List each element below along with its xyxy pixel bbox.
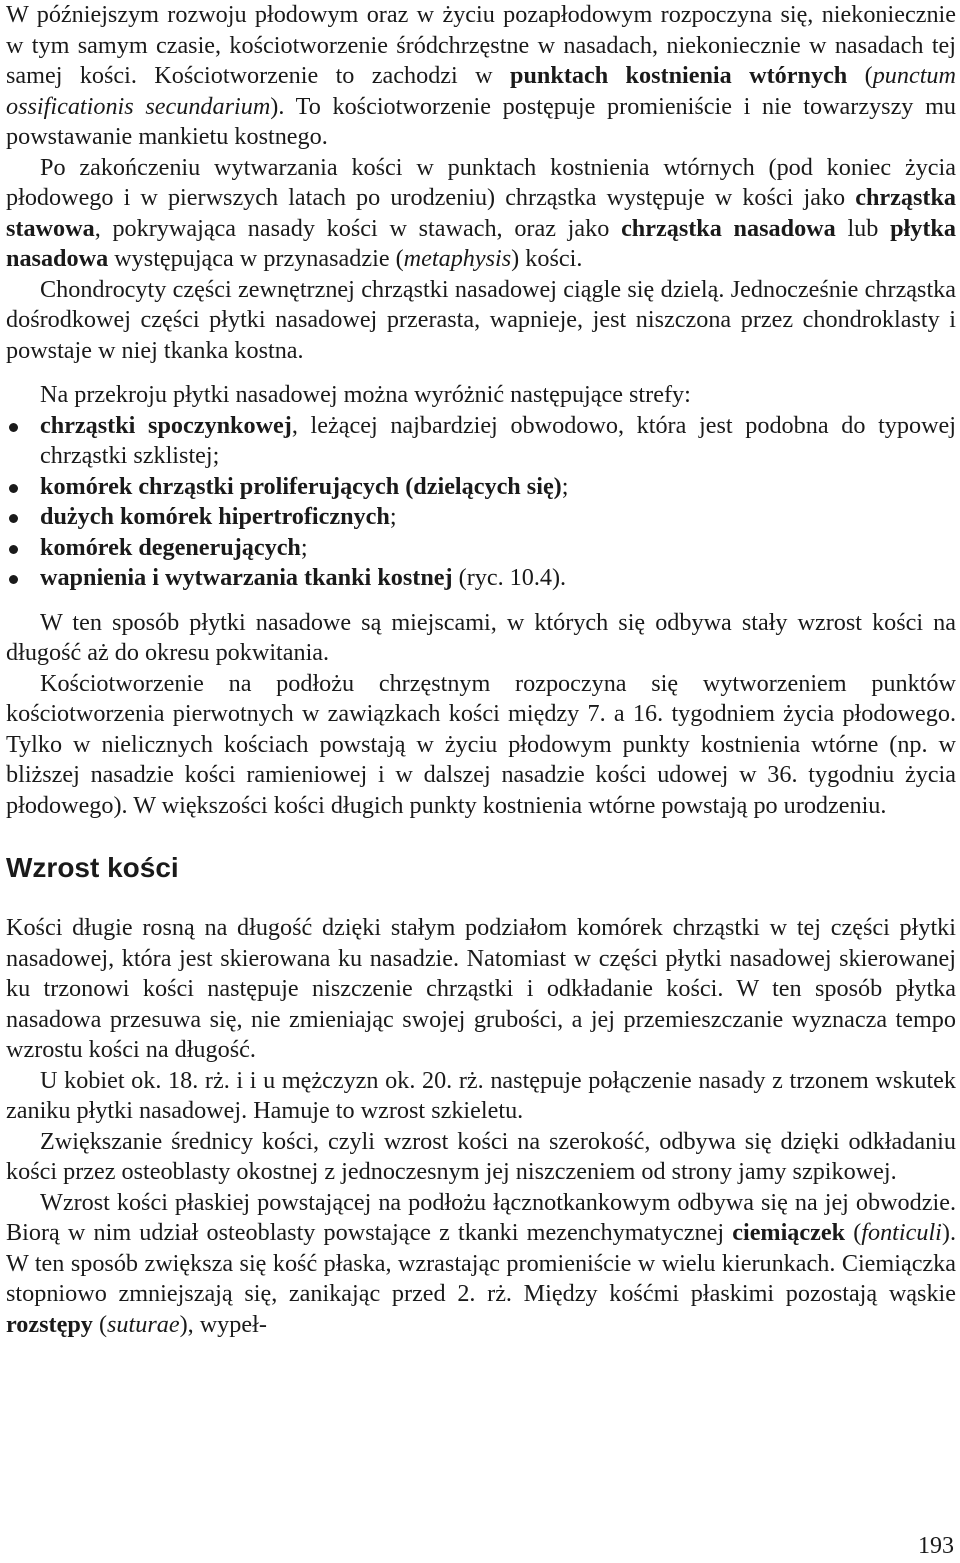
text-run: ( <box>847 62 873 89</box>
term-bold: komórek chrząstki proliferujących (dzielących się) <box>40 472 562 500</box>
term-bold: ciemiączek <box>732 1219 846 1246</box>
term-latin: punctum ossificationis secundarium <box>6 62 956 120</box>
term-latin: fonticuli <box>861 1219 942 1246</box>
text-run: Po zakończeniu wytwarzania kości w punktach kostnienia wtórnych (pod koniec życia płodowego i w pierwszych latach po urodzeniu) chrząstka występuje w kości jako <box>6 153 956 211</box>
paragraph-ossification-timing: Kościotworzenie na podłożu chrzęstnym rozpoczyna się wytworzeniem punktów kościotworzenia pierwotnych w zawiązkach kości między 7. a 16. tygodniem życia płodowego. Tylko w nielicznych kościach powstają w życiu płodowym punkty kostnienia wtórne (np. w bliższej nasadzie kości ramieniowej i w dalszej nasadzie kości udowej w 36. tygodniu życia płodowego). W większości kości długich punkty kostnienia wtórne powstają po urodzeniu. <box>6 669 956 819</box>
paragraph-zones-intro: Na przekroju płytki nasadowej można wyróżnić następujące strefy: <box>40 381 691 408</box>
text-run: ( <box>845 1219 862 1246</box>
text-run: ). W ten sposób zwiększa się kość płaska, wzrastając promieniście w wielu kierunkach. Ciemiączka stopniowo zmniejszają się, zanikając przed 2. rż. Między kośćmi płaskimi pozostają wąskie <box>6 1219 956 1307</box>
term-bold: płytka nasadowa <box>6 214 956 272</box>
text-run: ; <box>561 472 569 500</box>
text-run: ; <box>389 503 397 530</box>
text-run: ). To kościotworzenie postępuje promieniście i nie towarzyszy mu powstawanie mankietu kostnego. <box>6 92 956 150</box>
text-run: Wzrost kości płaskiej powstającej na podłożu łącznotkankowym odbywa się na jej obwodzie. Biorą w nim udział osteoblasty powstające z tkanki mezenchymatycznej <box>6 1188 956 1246</box>
text-run: lub <box>835 214 891 242</box>
paragraph-flat-bone-growth <box>6 1188 956 1341</box>
term-bold: dużych komórek hipertroficznych <box>40 503 390 530</box>
text-run: ) kości. <box>511 245 583 272</box>
term-bold: chrząstki spoczynkowej <box>40 411 292 439</box>
text-run: ), wypeł- <box>179 1310 267 1338</box>
term-bold: komórek degenerujących <box>40 533 301 561</box>
term-bold: rozstępy <box>6 1310 93 1338</box>
text-run: ( <box>92 1310 107 1338</box>
body-text <box>6 0 956 1340</box>
text-run: ; <box>300 533 308 561</box>
text-run: W późniejszym rozwoju płodowym oraz w życiu pozapłodowym rozpoczyna się, niekoniecznie w tym samym czasie, kościotworzenie śródchrzęstne w nasadach, niekoniecznie w nasadach tej samej kości. Kościotworzenie to zachodzi w <box>6 1 956 89</box>
page-number: 193 <box>918 1533 954 1559</box>
term-latin: metaphysis <box>403 245 512 272</box>
list-item <box>6 563 956 594</box>
paragraph-cartilage-types <box>6 153 956 275</box>
text-run: , leżącej najbardziej obwodowo, która jest podobna do typowej chrząstki szklistej; <box>40 411 957 469</box>
list-item <box>6 502 956 533</box>
term-bold: punktach kostnienia wtórnych <box>510 62 848 89</box>
paragraph-secondary-ossification <box>6 0 956 153</box>
zones-list <box>6 411 956 594</box>
section-heading: Wzrost kości <box>6 852 179 883</box>
paragraph-growth-end: U kobiet ok. 18. rż. i i u mężczyzn ok. 20. rż. następuje połączenie nasady z trzonem wskutek zaniku płytki nasadowej. Hamuje to wzrost szkieletu. <box>6 1066 956 1124</box>
term-bold: chrząstka nasadowa <box>621 214 836 242</box>
list-item <box>6 533 956 564</box>
paragraph-long-bone-growth: Kości długie rosną na długość dzięki stałym podziałom komórek chrząstki w tej części płytki nasadowej, która jest skierowana ku nasadzie. Natomiast w części płytki nasadowej skierowanej ku trzonowi kości następuje niszczenie chrząstki i odkładanie kości. W ten sposób płytka nasadowa przesuwa się, nie zmieniając swojej grubości, a jej przemieszczanie wyznacza tempo wzrostu kości na długość. <box>6 914 956 1063</box>
term-bold: chrząstka stawowa <box>6 184 956 242</box>
term-bold: wapnienia i wytwarzania tkanki kostnej <box>40 564 453 591</box>
list-item <box>6 472 956 503</box>
text-run: (ryc. 10.4). <box>452 564 567 591</box>
text-run: występująca w przynasadzie ( <box>108 245 404 272</box>
paragraph-width-growth: Zwiększanie średnicy kości, czyli wzrost kości na szerokość, odbywa się dzięki odkładaniu kości przez osteoblasty okostnej z jednoczesnym jej niszczeniem od strony jamy szpikowej. <box>6 1127 956 1185</box>
paragraph-growth-plates: W ten sposób płytki nasadowe są miejscami, w których się odbywa stały wzrost kości na długość aż do okresu pokwitania. <box>6 608 956 666</box>
term-latin: suturae <box>107 1310 180 1338</box>
list-item <box>6 411 956 472</box>
paragraph-chondrocytes: Chondrocyty części zewnętrznej chrząstki nasadowej ciągle się dzielą. Jednocześnie chrząstka dośrodkowej części płytki nasadowej przerasta, wapnieje, jest niszczona przez chondroklasty i powstaje w niej tkanka kostna. <box>6 275 956 364</box>
text-run: , pokrywająca nasady kości w stawach, oraz jako <box>94 214 622 242</box>
